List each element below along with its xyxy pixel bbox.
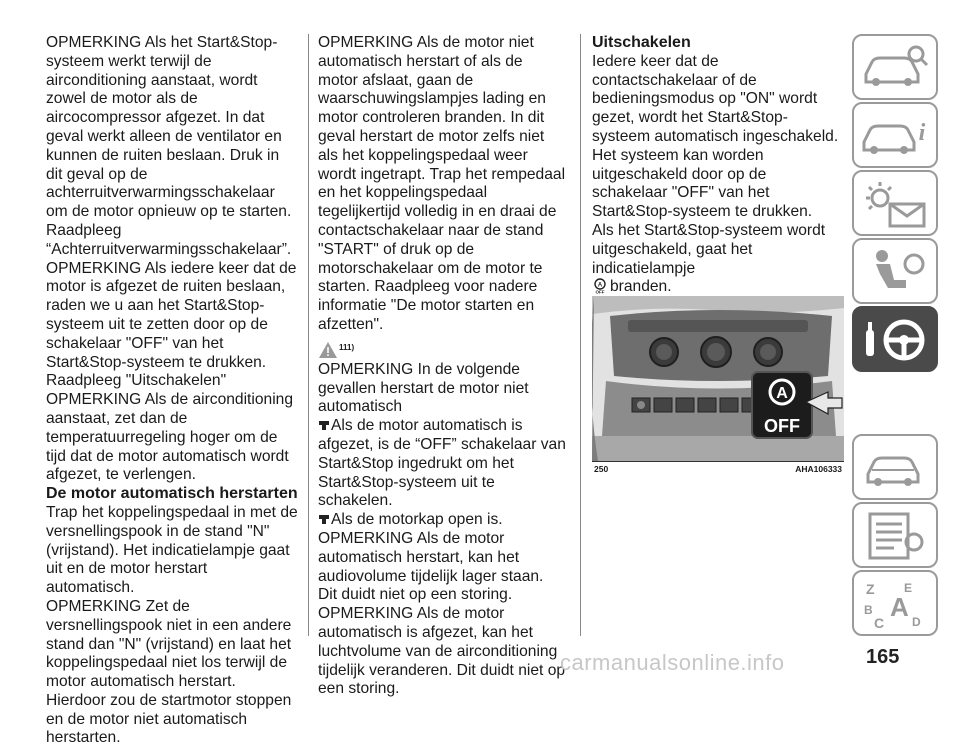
note-paragraph: OPMERKING Als iedere keer dat de motor is afgezet de ruiten beslaan, raden we u aan het Start&Stop-systeem uit te zetten door op de schakelaar "OFF" van het Start&Stop-systeem te drukken. Raadpleeg "Uitschakelen"	[46, 259, 297, 390]
figure-number: 250	[594, 464, 609, 474]
svg-text:C: C	[874, 615, 885, 630]
watermark: carmanualsonline.info	[560, 650, 785, 675]
column-divider	[580, 34, 581, 636]
tab-emergency[interactable]	[852, 434, 938, 500]
car-breakdown-icon	[860, 442, 930, 494]
section-heading: De motor automatisch herstarten	[46, 485, 298, 503]
svg-text:i: i	[918, 120, 926, 146]
note-paragraph: OPMERKING In de volgende gevallen herstart de motor niet automatisch	[318, 360, 529, 416]
svg-text:A: A	[890, 592, 909, 622]
svg-text:Z: Z	[866, 581, 875, 597]
warning-ref-number: 111)	[339, 342, 355, 352]
svg-text:A: A	[597, 282, 603, 289]
bullet-item: Als de motorkap open is.	[318, 511, 566, 530]
alphabet-index-icon	[860, 578, 930, 630]
car-search-icon	[860, 42, 930, 94]
note-paragraph: OPMERKING Als de motor niet automatisch herstart of als de motor afslaat, gaan de waarschuwingslampjes lading en motor controleren branden. In dit geval herstart de motor zelfs niet als het koppelingspedaal weer wordt ingetrapt. Trap het rempedaal en het koppelingspedaal tegelijkertijd volledig in en draai de contactschakelaar naar de stand "START" of druk op de motorschakelaar om de motor te starten. Raadpleeg voor nadere informatie "De motor starten en afzetten".	[318, 34, 566, 333]
bullet-item: Als de motor automatisch is afgezet, is de “OFF” schakelaar van Start&Stop ingedrukt om het Start&Stop-systeem uit te schakelen.	[318, 417, 566, 510]
bullet-icon	[318, 420, 330, 431]
tab-warning-lights[interactable]	[852, 170, 938, 236]
figure-code: AHA106333	[795, 464, 842, 474]
key-steering-wheel-icon	[860, 314, 930, 366]
dashboard-illustration	[592, 296, 844, 461]
start-stop-off-indicator-icon	[592, 278, 608, 294]
tab-starting-driving[interactable]	[852, 306, 938, 372]
body-paragraph: Iedere keer dat de contactschakelaar of de bedieningsmodus op "ON" wordt gezet, wordt het Start&Stop-systeem automatisch ingeschakeld. Het systeem kan worden uitgeschakeld door op de schakelaar "OFF" van het Start&Stop-systeem te drukken.	[592, 52, 839, 221]
body-paragraph: Trap het koppelingspedaal in met de versnellingspook in de stand "N" (vrijstand). Het indicatielampje gaat uit en de motor herstart automatisch.	[46, 503, 298, 597]
column-1	[46, 34, 298, 748]
bullet-icon	[318, 514, 330, 525]
column-2	[318, 34, 566, 699]
svg-text:B: B	[864, 603, 873, 617]
note-paragraph: OPMERKING Als de motor automatisch is afgezet, kan het luchtvolume van de airconditioning tijdelijk veranderen. Dit duidt niet op een storing.	[318, 605, 566, 698]
svg-text:A: A	[776, 385, 788, 402]
tab-technical-data[interactable]	[852, 502, 938, 568]
svg-text:OFF: OFF	[595, 289, 605, 295]
dashboard-switch-figure	[592, 296, 844, 462]
column-divider	[308, 34, 309, 636]
document-list-icon	[860, 510, 930, 562]
figure-caption	[592, 464, 844, 476]
tab-index[interactable]	[852, 570, 938, 636]
seat-airbag-icon	[860, 246, 930, 298]
note-paragraph: OPMERKING Zet de versnellingspook niet in een andere stand dan "N" (vrijstand) en laat het koppelingspedaal niet los terwijl de motor automatisch herstart. Hierdoor zou de startmotor stoppen en de motor niet automatisch herstarten.	[46, 597, 292, 747]
body-paragraph: Als het Start&Stop-systeem wordt uitgeschakeld, gaat het indicatielampje A OFF branden.	[592, 221, 826, 296]
off-button-label: OFF	[764, 416, 800, 436]
warning-lights-message-icon	[860, 178, 930, 230]
note-paragraph: OPMERKING Als het Start&Stop-systeem werkt terwijl de airconditioning aanstaat, wordt zowel de motor als de aircocompressor afgezet. In dat geval werkt alleen de ventilator en kunnen de ruiten beslaan. Druk in dit geval op de achterruitverwarmingsschakelaar om de motor opnieuw op te starten. Raadpleeg “Achterruitverwarmingsschakelaar”.	[46, 34, 292, 258]
tab-vehicle-info[interactable]	[852, 102, 938, 168]
tab-vehicle-overview[interactable]	[852, 34, 938, 100]
warning-reference	[318, 337, 566, 359]
svg-text:D: D	[912, 615, 921, 629]
tab-safety[interactable]	[852, 238, 938, 304]
warning-triangle-icon	[318, 341, 338, 359]
note-paragraph: OPMERKING Als de airconditioning aanstaat, zet dan de temperatuurregeling hoger om de tijd dat de motor automatisch wordt afgezet, te verlengen.	[46, 391, 294, 484]
note-paragraph: OPMERKING Als de motor automatisch herstart, kan het audiovolume tijdelijk lager staan. Dit duidt niet op een storing.	[318, 529, 544, 604]
car-info-icon	[860, 110, 930, 162]
section-heading: Uitschakelen	[592, 34, 691, 51]
page-number: 165	[866, 646, 900, 668]
svg-text:E: E	[904, 581, 913, 595]
